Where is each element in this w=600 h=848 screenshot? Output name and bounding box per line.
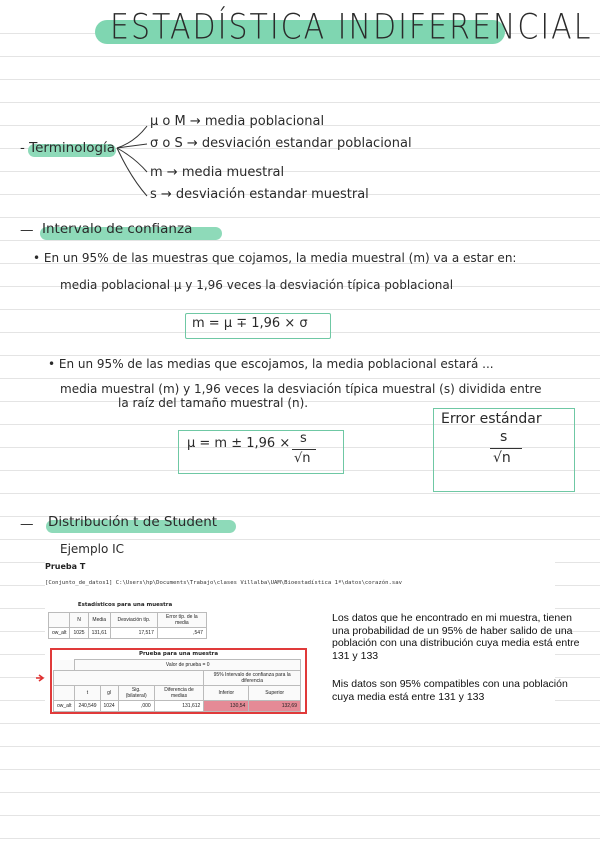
test-cell: 131,612 <box>154 701 204 712</box>
stats-row <box>49 628 207 639</box>
intervalo-text-4: media muestral (m) y 1,96 veces la desviación típica muestral (s) dividida entre <box>60 382 542 396</box>
test-ci-row <box>54 671 301 686</box>
stats-header-row <box>49 613 207 628</box>
arrow-icon <box>36 673 46 683</box>
error-den: √n <box>493 450 511 466</box>
test-header <box>54 686 75 701</box>
term-item-1: μ o M → media poblacional <box>150 114 325 129</box>
intervalo-dash: — <box>20 222 34 238</box>
term-item-2: σ o S → desviación estandar poblacional <box>150 136 412 151</box>
page-title: ESTADÍSTICA INDIFERENCIAL <box>110 7 593 48</box>
formula-1: m = μ ∓ 1,96 × σ <box>192 316 308 331</box>
test-header: Diferencia de medias <box>154 686 204 701</box>
test-value-row <box>54 660 301 671</box>
terminologia-label: - Terminología <box>20 140 116 156</box>
distribucion-heading: Distribución t de Student <box>48 514 218 530</box>
test-header: t <box>75 686 100 701</box>
test-cell-highlight: 130,54 <box>204 701 249 712</box>
intervalo-text-1: • En un 95% de las muestras que cojamos, la media muestral (m) va a estar en: <box>33 251 517 265</box>
test-header: gl <box>100 686 118 701</box>
formula-2-num: s <box>300 431 307 446</box>
test-caption: Prueba para una muestra <box>138 651 219 657</box>
spss-title: Prueba T <box>45 562 86 571</box>
stats-header: Media <box>88 613 110 628</box>
stats-cell: 131,61 <box>88 628 110 639</box>
test-corner <box>54 660 75 671</box>
error-fraction-bar <box>490 448 522 449</box>
stats-cell: ,547 <box>157 628 206 639</box>
note-paragraph-1: Los datos que he encontrado en mi muestra, tienen una probabilidad de un 95% de haber salido de una población con una distribución cuya media está entre 131 y 133 <box>332 612 580 662</box>
test-header: Inferior <box>204 686 249 701</box>
test-cell-highlight: 132,69 <box>249 701 301 712</box>
distribucion-dash: — <box>20 516 34 532</box>
intervalo-heading: Intervalo de confianza <box>42 221 193 237</box>
brace-line-3 <box>117 148 147 172</box>
note-paragraph-2: Mis datos son 95% compatibles con una población cuya media está entre 131 y 133 <box>332 678 568 703</box>
test-cell: ow_alt <box>54 701 75 712</box>
stats-cell: ow_alt <box>49 628 70 639</box>
test-cell: 1024 <box>100 701 118 712</box>
stats-header: Error típ. de la media <box>157 613 206 628</box>
brace-line-4 <box>117 148 147 196</box>
formula-2-left: μ = m ± 1,96 × <box>187 436 291 451</box>
ejemplo-label: Ejemplo IC <box>60 542 125 556</box>
test-spacer <box>54 671 204 686</box>
test-row <box>54 701 301 712</box>
stats-header <box>49 613 70 628</box>
stats-cell: 17,517 <box>110 628 157 639</box>
error-title: Error estándar <box>441 411 542 427</box>
test-value: Valor de prueba = 0 <box>75 660 301 671</box>
stats-table <box>48 612 207 639</box>
term-item-4: s → desviación estandar muestral <box>150 187 369 202</box>
error-num: s <box>500 429 508 445</box>
stats-caption: Estadísticos para una muestra <box>77 602 173 608</box>
spss-path: [Conjunto_de_datos1] C:\Users\hp\Documents\Trabajo\clases Villalba\UAM\Bioestadística 1ª\datos\corazón.sav <box>45 580 402 586</box>
intervalo-text-3: • En un 95% de las medias que escojamos, la media poblacional estará ... <box>48 357 494 371</box>
term-item-3: m → media muestral <box>150 165 285 180</box>
stats-header: Desviación típ. <box>110 613 157 628</box>
stats-header: N <box>70 613 88 628</box>
brace-lines <box>115 118 155 204</box>
formula-2-fraction-bar <box>292 449 316 450</box>
intervalo-text-2: media poblacional μ y 1,96 veces la desviación típica poblacional <box>60 278 454 292</box>
test-cell: ,000 <box>118 701 154 712</box>
ci-header: 95% Intervalo de confianza para la diferencia <box>204 671 301 686</box>
formula-2-den: √n <box>294 451 311 466</box>
test-header-row <box>54 686 301 701</box>
test-header: Superior <box>249 686 301 701</box>
intervalo-text-5: la raíz del tamaño muestral (n). <box>118 396 309 410</box>
test-table <box>53 659 301 712</box>
test-cell: 240,549 <box>75 701 100 712</box>
stats-cell: 1025 <box>70 628 88 639</box>
test-header: Sig. (bilateral) <box>118 686 154 701</box>
